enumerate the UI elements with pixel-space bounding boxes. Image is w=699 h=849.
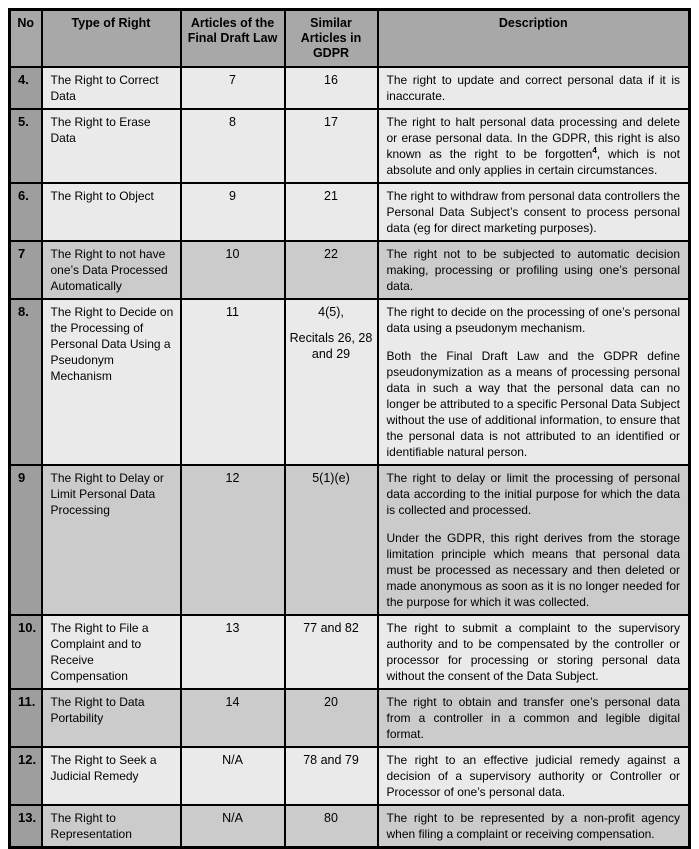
description-text: Under the GDPR, this right derives from the storage limitation principle which means that personal data must be processed as necessary and then deleted or made anonymous as soon as it is no longer needed for the purpose for which it was collected. — [386, 531, 680, 609]
gdpr-article — [285, 747, 378, 805]
gdpr-article-line: 20 — [324, 695, 338, 709]
description-text: , which is not absolute and only applies in certain circumstances. — [386, 147, 680, 177]
type-of-right: The Right to Erase Data — [42, 109, 181, 183]
gdpr-article-line: 78 and 79 — [303, 753, 359, 767]
description-text: Both the Final Draft Law and the GDPR define pseudonymization as a means of processing personal data in such a way that the personal data can no longer be attributed to a specific Personal Data Subject without the use of additional information, to ensure that the personal data is not attributed to an identified or identifiable natural person. — [386, 349, 680, 459]
header-description: Description — [378, 10, 690, 68]
final-draft-law-article: 9 — [181, 183, 285, 241]
description-paragraph — [387, 304, 681, 336]
type-of-right: The Right to Data Portability — [42, 689, 181, 747]
description-text: The right to update and correct personal data if it is inaccurate. — [386, 73, 680, 103]
gdpr-article-line: 4(5), — [318, 305, 344, 319]
gdpr-article — [285, 183, 378, 241]
table-body — [10, 67, 690, 848]
final-draft-law-article: 13 — [181, 615, 285, 689]
header-no: No — [10, 10, 42, 68]
header-row — [10, 10, 690, 68]
row-number: 13. — [10, 805, 42, 848]
table-row — [10, 805, 690, 848]
gdpr-article — [285, 689, 378, 747]
description — [378, 109, 690, 183]
gdpr-article-line: 17 — [324, 115, 338, 129]
description-paragraph — [387, 752, 681, 800]
type-of-right: The Right to Decide on the Processing of Personal Data Using a Pseudonym Mechanism — [42, 299, 181, 465]
description-text: The right to delay or limit the processing of personal data according to the initial purpose for which the data is collected and processed. — [386, 471, 680, 517]
table-row — [10, 241, 690, 299]
description-paragraph — [387, 810, 681, 842]
table-row — [10, 183, 690, 241]
description-text: The right to halt personal data processing and delete or erase personal data. In the GDPR, this right is also known as the right to be forgotten — [386, 115, 680, 161]
gdpr-article-line: Recitals 26, 28 and 29 — [289, 331, 373, 361]
table-row — [10, 465, 690, 615]
description-paragraph — [387, 188, 681, 236]
row-number: 6. — [10, 183, 42, 241]
description — [378, 747, 690, 805]
table-row — [10, 109, 690, 183]
description-text: The right to submit a complaint to the supervisory authority and to be compensated by the controller or processor for processing or storing personal data without the consent of the Data Subject. — [386, 621, 680, 683]
description — [378, 465, 690, 615]
description — [378, 615, 690, 689]
description-paragraph — [387, 348, 681, 460]
description — [378, 67, 690, 109]
description-paragraph — [387, 530, 681, 610]
description-paragraph — [387, 72, 681, 104]
row-number: 9 — [10, 465, 42, 615]
description-text: The right to an effective judicial remedy against a decision of a supervisory authority or Controller or Processor of one’s personal data. — [386, 753, 680, 799]
final-draft-law-article: 12 — [181, 465, 285, 615]
type-of-right: The Right to Correct Data — [42, 67, 181, 109]
rights-comparison-table — [8, 8, 691, 849]
description-paragraph — [387, 470, 681, 518]
description-paragraph — [387, 246, 681, 294]
gdpr-article — [285, 465, 378, 615]
description-paragraph — [387, 694, 681, 742]
description-text: The right to obtain and transfer one’s personal data from a controller in a common and legible digital format. — [386, 695, 680, 741]
description-paragraph — [387, 114, 681, 178]
gdpr-article-line: 80 — [324, 811, 338, 825]
row-number: 4. — [10, 67, 42, 109]
table-row — [10, 689, 690, 747]
type-of-right: The Right to Delay or Limit Personal Data Processing — [42, 465, 181, 615]
gdpr-article — [285, 615, 378, 689]
table-row — [10, 67, 690, 109]
row-number: 11. — [10, 689, 42, 747]
gdpr-article — [285, 109, 378, 183]
row-number: 10. — [10, 615, 42, 689]
description — [378, 183, 690, 241]
type-of-right: The Right to File a Complaint and to Receive Compensation — [42, 615, 181, 689]
description-text: The right to decide on the processing of one’s personal data using a pseudonym mechanism. — [386, 305, 680, 335]
final-draft-law-article: 8 — [181, 109, 285, 183]
table-row — [10, 615, 690, 689]
description — [378, 689, 690, 747]
final-draft-law-article: 14 — [181, 689, 285, 747]
final-draft-law-article: N/A — [181, 747, 285, 805]
row-number: 8. — [10, 299, 42, 465]
row-number: 5. — [10, 109, 42, 183]
table-row — [10, 747, 690, 805]
type-of-right: The Right to not have one’s Data Processed Automatically — [42, 241, 181, 299]
description — [378, 299, 690, 465]
type-of-right: The Right to Seek a Judicial Remedy — [42, 747, 181, 805]
description-text: The right to withdraw from personal data controllers the Personal Data Subject’s consent to process personal data (eg for direct marketing purposes). — [386, 189, 680, 235]
gdpr-article — [285, 805, 378, 848]
type-of-right: The Right to Representation — [42, 805, 181, 848]
description-paragraph — [387, 620, 681, 684]
gdpr-article-line: 16 — [324, 73, 338, 87]
header-articles-final-draft-law: Articles of the Final Draft Law — [181, 10, 285, 68]
description — [378, 241, 690, 299]
description — [378, 805, 690, 848]
final-draft-law-article: 10 — [181, 241, 285, 299]
row-number: 12. — [10, 747, 42, 805]
gdpr-article — [285, 241, 378, 299]
description-text: The right to be represented by a non-profit agency when filing a complaint or receiving compensation. — [386, 811, 680, 841]
type-of-right: The Right to Object — [42, 183, 181, 241]
gdpr-article-line: 5(1)(e) — [312, 471, 350, 485]
final-draft-law-article: 7 — [181, 67, 285, 109]
gdpr-article — [285, 67, 378, 109]
gdpr-article-line: 22 — [324, 247, 338, 261]
gdpr-article — [285, 299, 378, 465]
footnote-marker: 4 — [592, 146, 597, 155]
row-number: 7 — [10, 241, 42, 299]
table-row — [10, 299, 690, 465]
description-text: The right not to be subjected to automatic decision making, processing or profiling using one’s personal data. — [386, 247, 680, 293]
header-type-of-right: Type of Right — [42, 10, 181, 68]
final-draft-law-article: N/A — [181, 805, 285, 848]
gdpr-article-line: 77 and 82 — [303, 621, 359, 635]
table-header — [10, 10, 690, 68]
final-draft-law-article: 11 — [181, 299, 285, 465]
header-similar-articles-gdpr: Similar Articles in GDPR — [285, 10, 378, 68]
gdpr-article-line: 21 — [324, 189, 338, 203]
